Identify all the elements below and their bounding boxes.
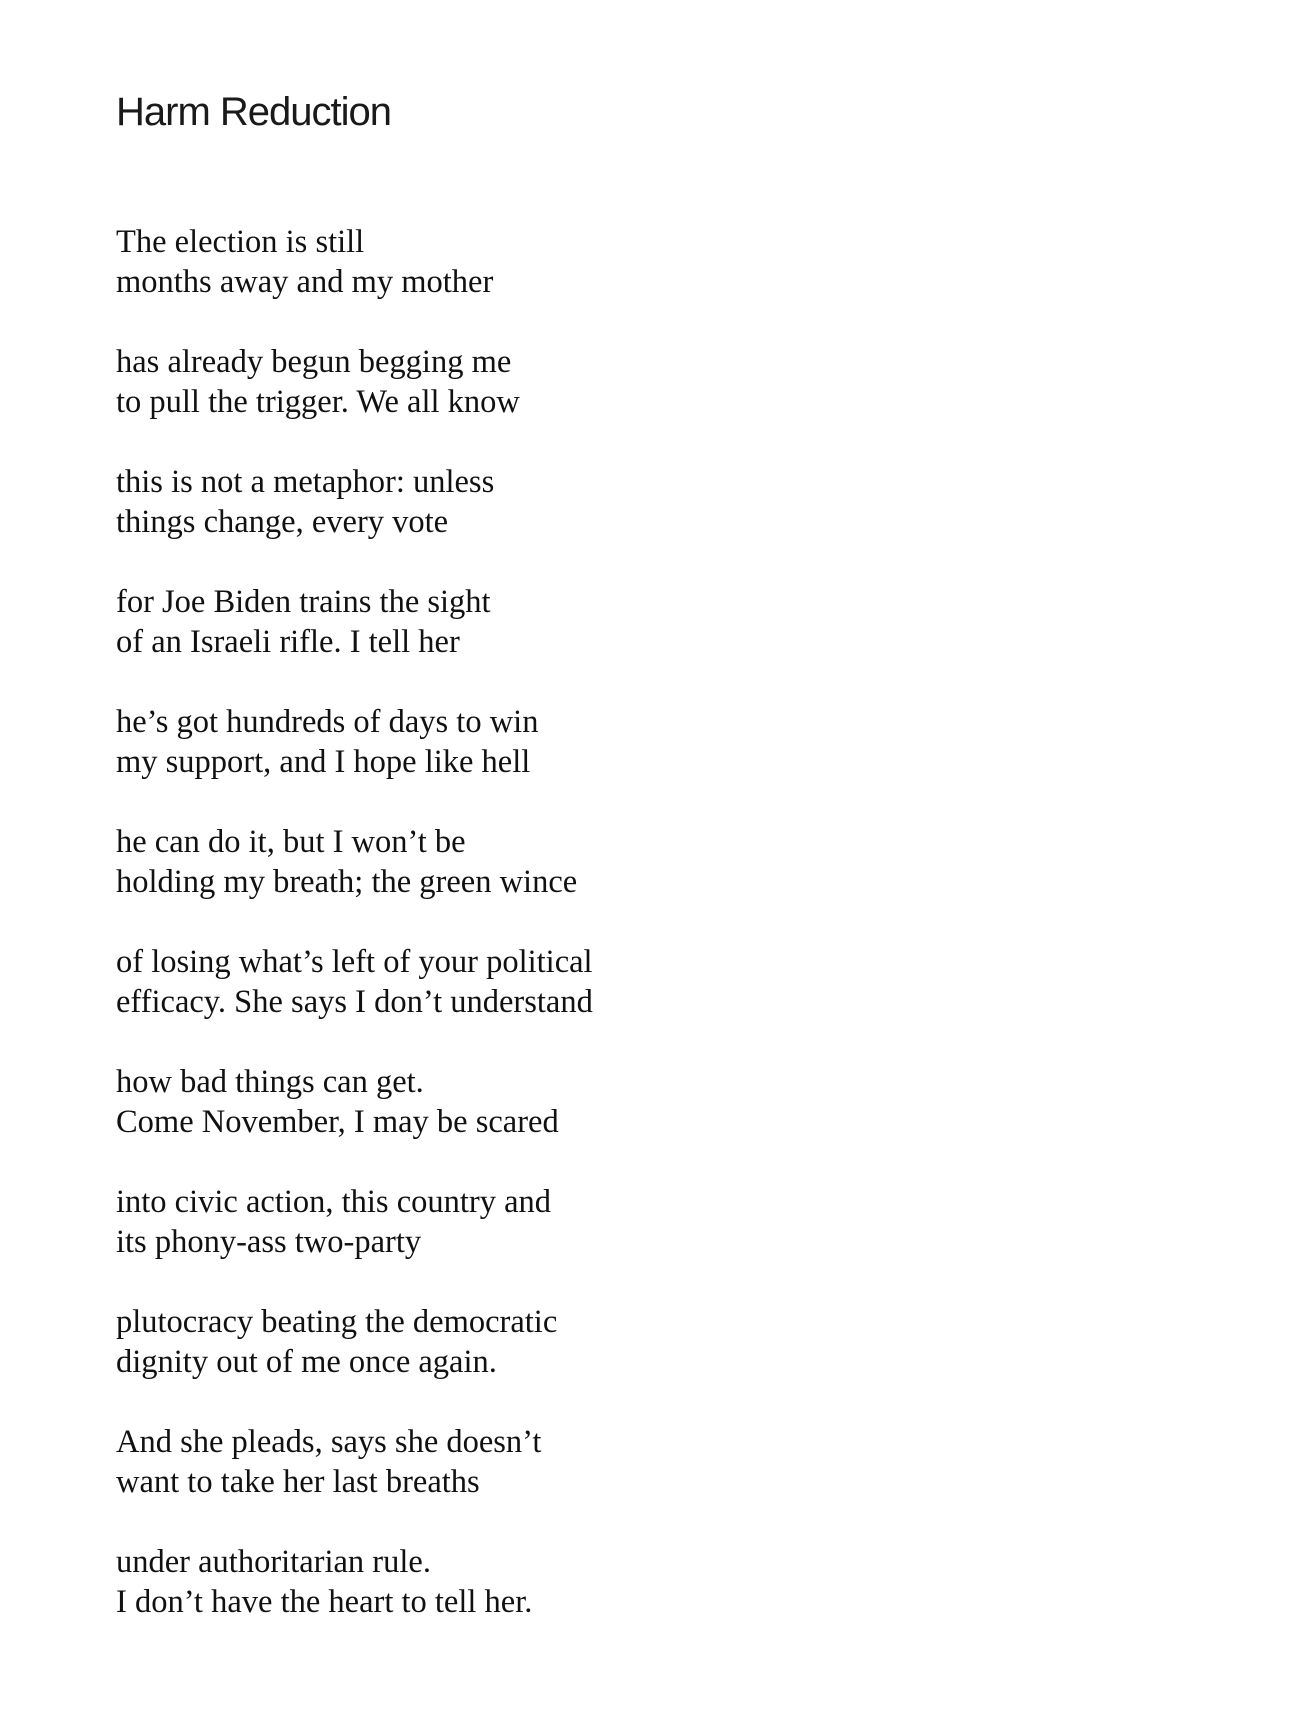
poem-line: want to take her last breaths xyxy=(116,1464,480,1500)
poem-line: I don’t have the heart to tell her. xyxy=(116,1584,533,1620)
poem-line: Come November, I may be scared xyxy=(116,1104,559,1140)
poem-line: The election is still xyxy=(116,224,365,260)
stanza-8 xyxy=(116,1062,1016,1142)
poem-line: plutocracy beating the democratic xyxy=(116,1304,558,1340)
stanza-12 xyxy=(116,1542,1016,1622)
poem-line: of losing what’s left of your political xyxy=(116,944,593,980)
poem-line: holding my breath; the green wince xyxy=(116,864,578,900)
poem-line: into civic action, this country and xyxy=(116,1184,552,1220)
poem-line: has already begun begging me xyxy=(116,344,512,380)
stanza-9 xyxy=(116,1182,1016,1262)
poem-line: to pull the trigger. We all know xyxy=(116,384,520,420)
poem-line: for Joe Biden trains the sight xyxy=(116,584,491,620)
poem-line: under authoritarian rule. xyxy=(116,1544,431,1580)
poem-line: he’s got hundreds of days to win xyxy=(116,704,539,740)
poem-line: this is not a metaphor: unless xyxy=(116,464,495,500)
stanza-5 xyxy=(116,702,1016,782)
stanza-11 xyxy=(116,1422,1016,1502)
poem-line: of an Israeli rifle. I tell her xyxy=(116,624,460,660)
poem-line: he can do it, but I won’t be xyxy=(116,824,466,860)
stanza-3 xyxy=(116,462,1016,542)
poem-line: its phony-ass two-party xyxy=(116,1224,422,1260)
poem-line: And she pleads, says she doesn’t xyxy=(116,1424,542,1460)
stanza-2 xyxy=(116,342,1016,422)
stanza-6 xyxy=(116,822,1016,902)
poem-line: things change, every vote xyxy=(116,504,449,540)
stanza-4 xyxy=(116,582,1016,662)
poem-line: my support, and I hope like hell xyxy=(116,744,531,780)
poem-body xyxy=(116,222,1016,1662)
stanza-7 xyxy=(116,942,1016,1022)
poem-line: months away and my mother xyxy=(116,264,494,300)
stanza-10 xyxy=(116,1302,1016,1382)
poem-line: how bad things can get. xyxy=(116,1064,424,1100)
poem-title: Harm Reduction xyxy=(116,90,392,134)
poem-line: efficacy. She says I don’t understand xyxy=(116,984,593,1020)
poem-line: dignity out of me once again. xyxy=(116,1344,497,1380)
stanza-1 xyxy=(116,222,1016,302)
